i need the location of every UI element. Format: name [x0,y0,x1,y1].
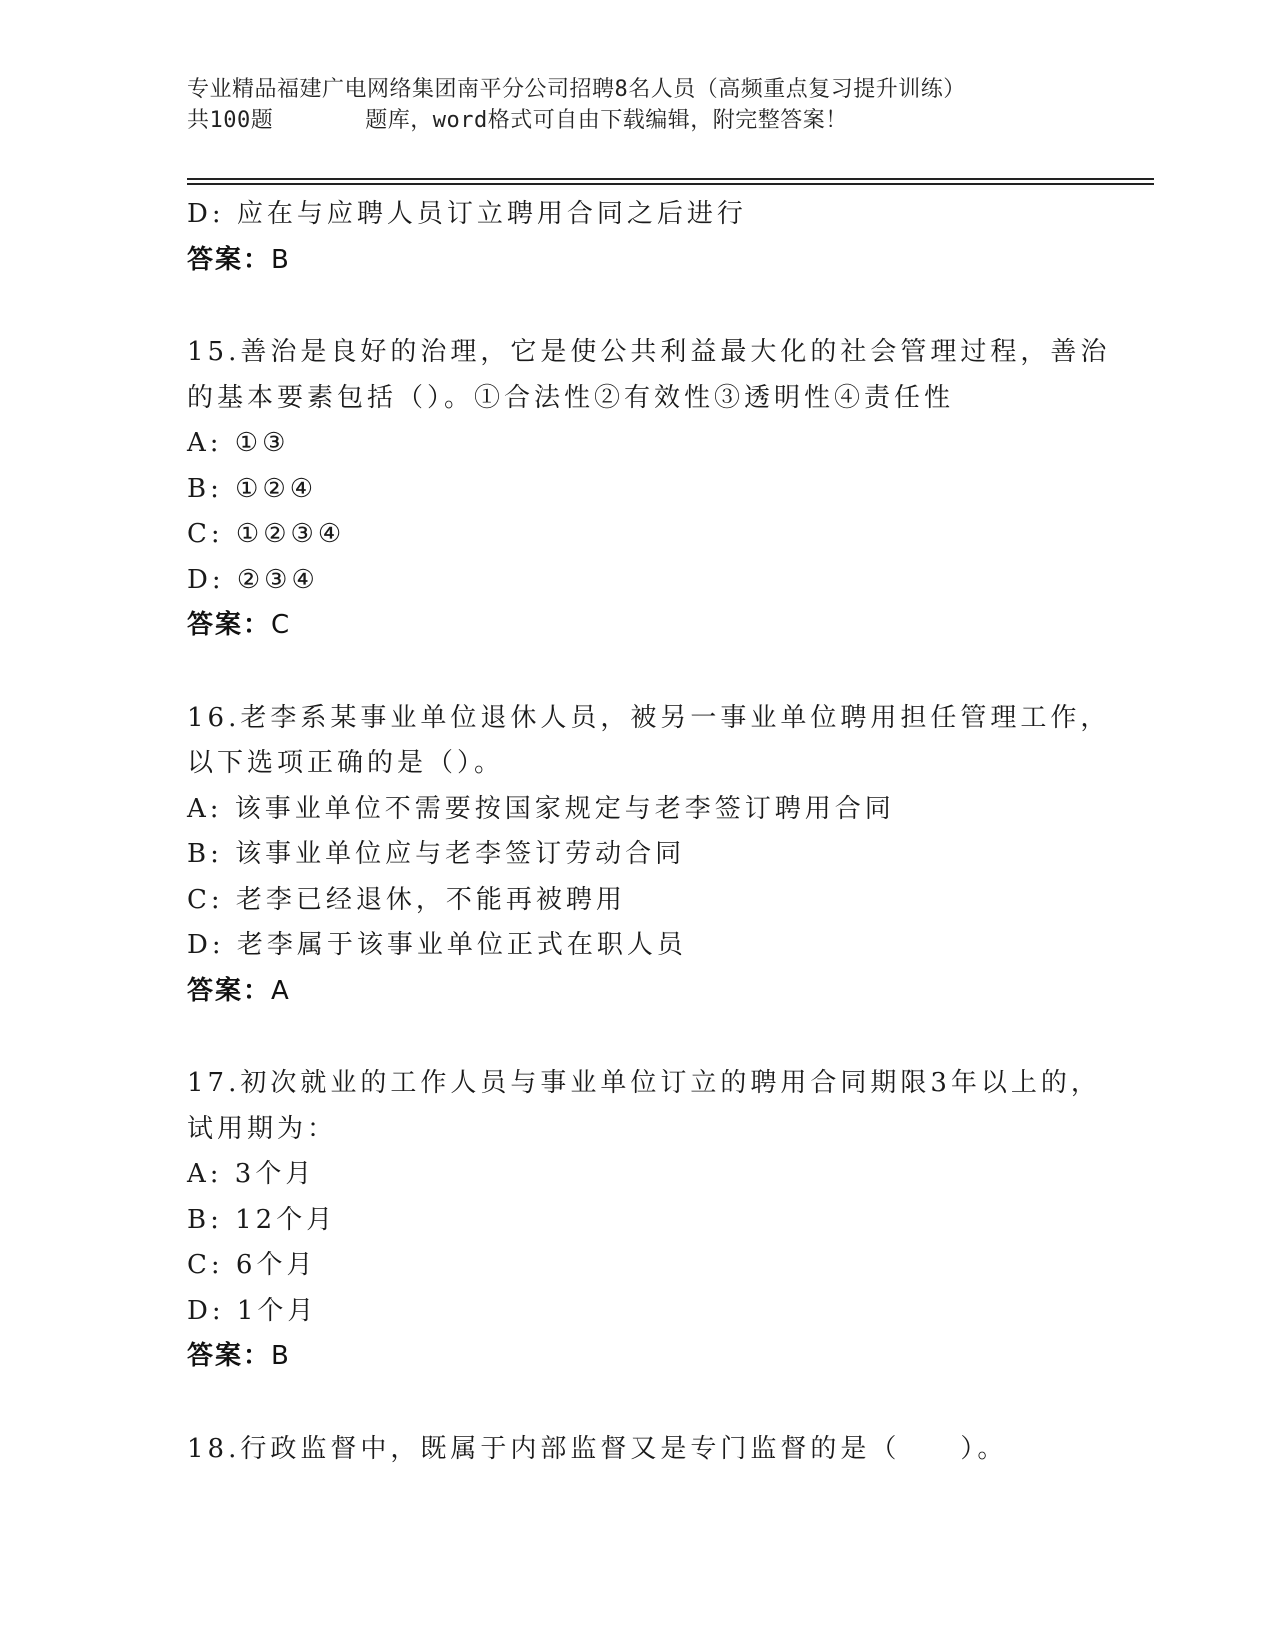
option-c: C: ①②③④ [187,519,346,549]
option-d: D: ②③④ [187,564,319,595]
answer-value: B [271,1341,291,1371]
answer-value: C [271,610,292,640]
answer-line [187,238,1087,284]
answer-line [187,603,1087,649]
header-count: 共100题 [187,108,274,133]
question-stem-continued: 试用期为： [187,1113,338,1144]
option-d: D: 应在与应聘人员订立聘用合同之后进行 [187,199,747,229]
option-b: B: ①②④ [187,473,318,504]
question-stem-continued: 的基本要素包括（）。①合法性②有效性③透明性④责任性 [187,382,955,413]
answer-label: 答案： [187,975,272,1006]
document-body [187,192,1111,1472]
option-c: C: 老李已经退休，不能再被聘用 [187,884,626,915]
answer-line [187,969,1087,1015]
question-stem: 18.行政监督中，既属于内部监督又是专门监督的是（ ）。 [187,1433,1008,1464]
option-a: A: 该事业单位不需要按国家规定与老李签订聘用合同 [187,793,895,824]
header-note: 题库，word格式可自由下载编辑，附完整答案！ [365,108,848,133]
header-subtitle [187,105,1087,136]
answer-value: B [271,244,291,275]
header-title: 专业精品福建广电网络集团南平分公司招聘8名人员（高频重点复习提升训练） [187,77,966,102]
answer-value: A [271,975,291,1006]
option-a: A: 3个月 [187,1159,316,1189]
option-a: A: ①③ [187,428,290,458]
option-d: D: 老李属于该事业单位正式在职人员 [187,930,687,960]
question-17 [187,1061,1101,1380]
option-c: C: 6个月 [187,1250,317,1280]
option-b: B: 12个月 [187,1204,337,1235]
question-stem: 15.善治是良好的治理，它是使公共利益最大化的社会管理过程，善治 [187,337,1111,367]
option-b: B: 该事业单位应与老李签订劳动合同 [187,839,686,869]
question-15 [187,330,1111,649]
question-16 [187,696,1111,1015]
question-18 [187,1427,1087,1473]
answer-line [187,1334,1087,1380]
answer-label: 答案： [187,244,272,275]
question-stem: 16.老李系某事业单位退休人员，被另一事业单位聘用担任管理工作， [187,702,1111,733]
option-d: D: 1个月 [187,1295,318,1326]
answer-label: 答案： [187,610,272,640]
header-divider-bottom [187,183,1154,185]
question-14-tail [187,192,1087,283]
document-header [187,74,1087,136]
answer-label: 答案： [187,1341,272,1371]
question-stem: 17.初次就业的工作人员与事业单位订立的聘用合同期限3年以上的， [187,1068,1101,1098]
header-divider-top [187,178,1154,180]
question-stem-continued: 以下选项正确的是（）。 [187,748,505,778]
